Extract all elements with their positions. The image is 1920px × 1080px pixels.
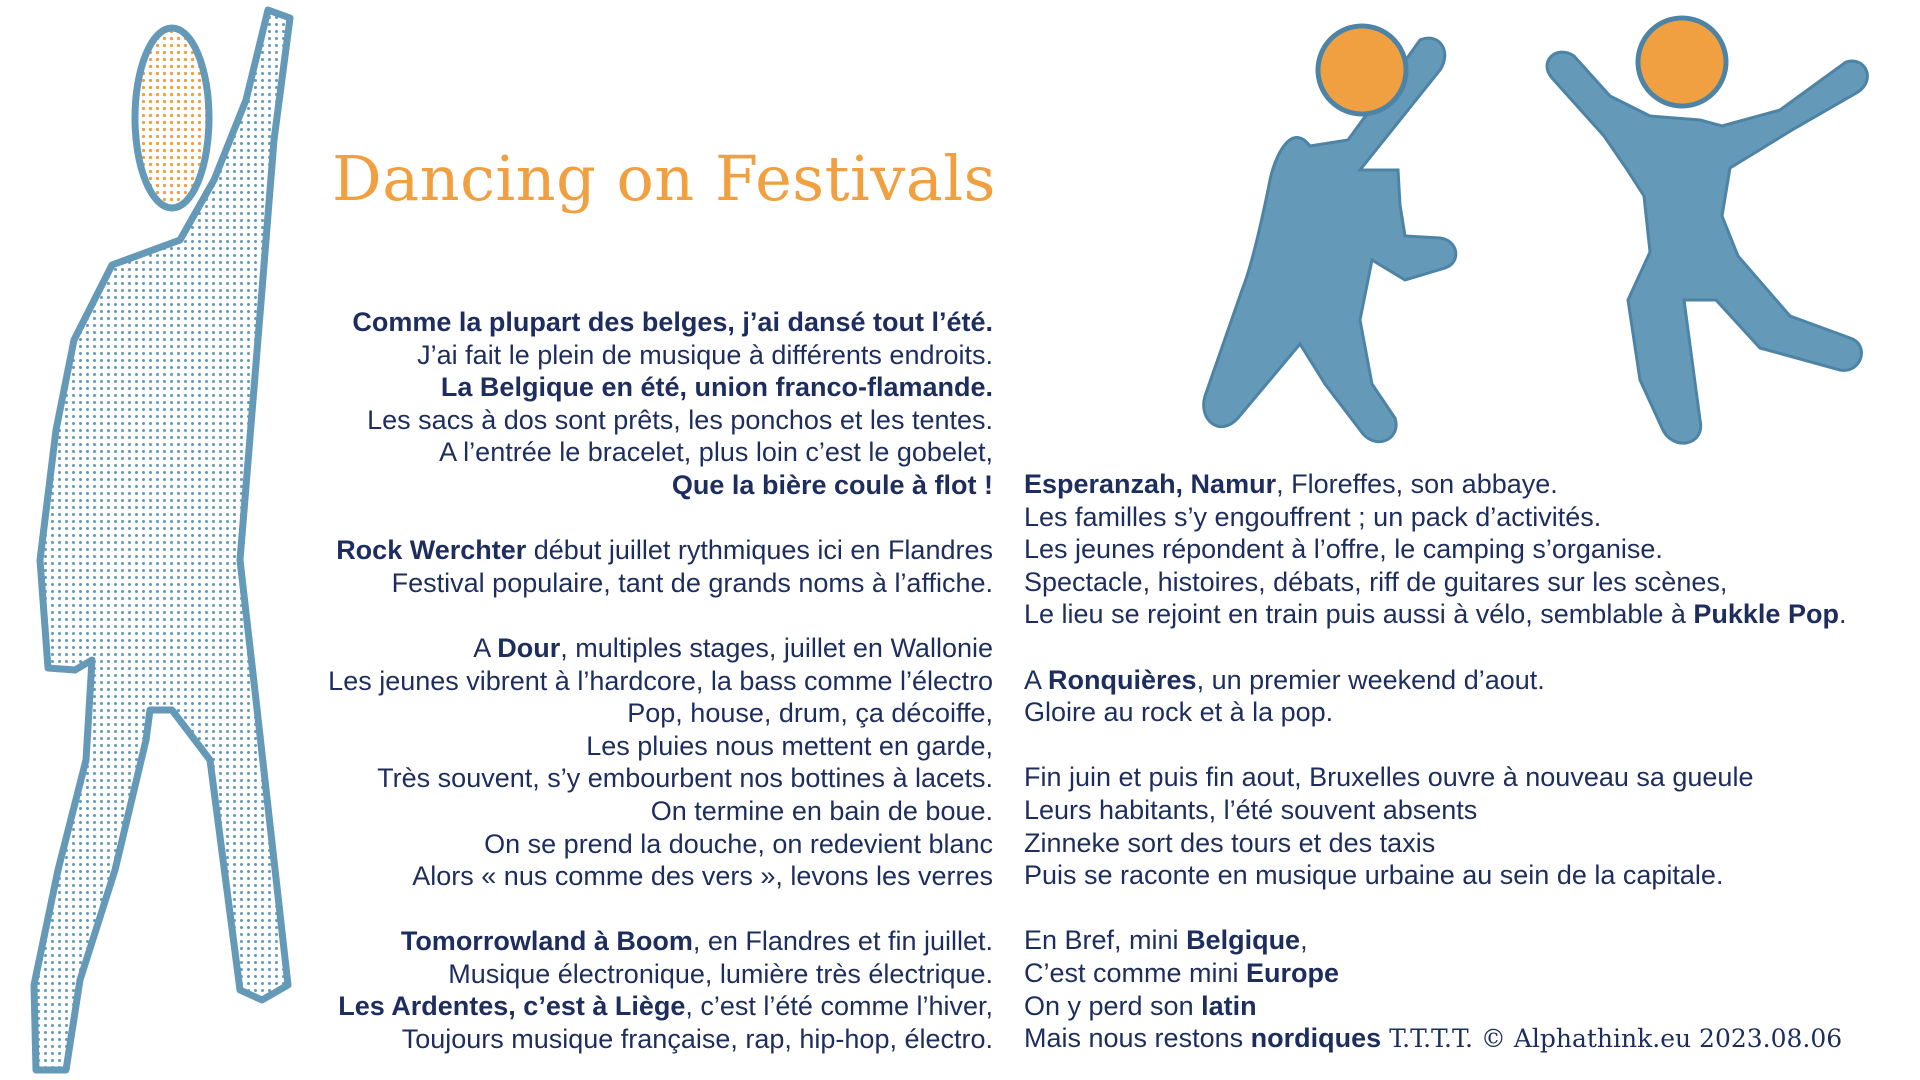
poem-line: Rock Werchter début juillet rythmiques ici en Flandres: [336, 535, 993, 566]
dancer-one: [1204, 26, 1456, 442]
poem-line: J’ai fait le plein de musique à différents endroits.: [417, 339, 993, 370]
poem-line: Les jeunes vibrent à l’hardcore, la bass comme l’électro: [328, 665, 993, 696]
page-title: Dancing on Festivals: [332, 142, 996, 215]
dancer-one-head: [1318, 26, 1406, 114]
poem-line: Les pluies nous mettent en garde,: [586, 730, 993, 761]
poem-line: La Belgique en été, union franco-flamande.: [440, 372, 993, 403]
poem-line: Comme la plupart des belges, j’ai dansé tout l’été.: [352, 307, 993, 337]
poem-line: Mais nous restons nordiques T.T.T.T. © Alphathink.eu 2023.08.06: [1024, 1023, 1843, 1054]
poem-line: Le lieu se rejoint en train puis aussi à vélo, semblable à Pukkle Pop.: [1024, 599, 1847, 630]
dancer-two: [1547, 18, 1867, 443]
poem-line: Très souvent, s’y embourbent nos bottines à lacets.: [377, 763, 993, 794]
poem-line: Alors « nus comme des vers », levons les verres: [412, 861, 993, 892]
poem-line: Zinneke sort des tours et des taxis: [1024, 827, 1436, 858]
poem-line: Musique électronique, lumière très électrique.: [448, 958, 993, 989]
poem-line: Festival populaire, tant de grands noms à l’affiche.: [391, 567, 993, 598]
stanza-gap: [328, 599, 993, 632]
stanza-gap: [1024, 892, 1846, 925]
poem-line: Gloire au rock et à la pop.: [1024, 697, 1334, 728]
poem-line: Les sacs à dos sont prêts, les ponchos et les tentes.: [367, 404, 993, 435]
poem-left-column: [328, 306, 993, 1056]
poem-line: On se prend la douche, on redevient blanc: [484, 828, 993, 859]
poem-line: C’est comme mini Europe: [1024, 957, 1340, 988]
poem-line: Leurs habitants, l’été souvent absents: [1024, 794, 1478, 825]
poem-line: Puis se raconte en musique urbaine au sein de la capitale.: [1024, 860, 1724, 891]
poem-line: Fin juin et puis fin aout, Bruxelles ouvre à nouveau sa gueule: [1024, 762, 1754, 793]
stanza-gap: [328, 502, 993, 535]
dancer-two-head: [1638, 18, 1726, 106]
copyright-footer: T.T.T.T. © Alphathink.eu 2023.08.06: [1389, 1024, 1843, 1054]
poem-line: A l’entrée le bracelet, plus loin c’est le gobelet,: [439, 437, 993, 468]
poem-line: Toujours musique française, rap, hip-hop, électro.: [401, 1024, 993, 1055]
poem-line: On termine en bain de boue.: [650, 795, 993, 826]
stanza-gap: [1024, 631, 1846, 664]
poem-line: A Ronquières, un premier weekend d’aout.: [1024, 664, 1545, 695]
stanza-gap: [1024, 729, 1846, 762]
poem-right-column: [1024, 468, 1846, 1055]
poem-line: Les Ardentes, c’est à Liège, c’est l’été comme l’hiver,: [338, 991, 993, 1022]
poem-line: Tomorrowland à Boom, en Flandres et fin juillet.: [400, 926, 993, 957]
poem-line: Les jeunes répondent à l’offre, le camping s’organise.: [1024, 534, 1663, 565]
poem-line: On y perd son latin: [1024, 990, 1257, 1021]
poem-line: A Dour, multiples stages, juillet en Wallonie: [473, 632, 993, 663]
poem-line: Spectacle, histoires, débats, riff de guitares sur les scènes,: [1024, 566, 1728, 597]
poem-line: Les familles s’y engouffrent ; un pack d’activités.: [1024, 501, 1602, 532]
stanza-gap: [328, 893, 993, 926]
poem-line: Pop, house, drum, ça décoiffe,: [627, 698, 993, 729]
poem-line: Esperanzah, Namur, Floreffes, son abbaye.: [1024, 469, 1558, 499]
poem-line: Que la bière coule à flot !: [671, 469, 993, 500]
poem-line: En Bref, mini Belgique,: [1024, 925, 1308, 956]
